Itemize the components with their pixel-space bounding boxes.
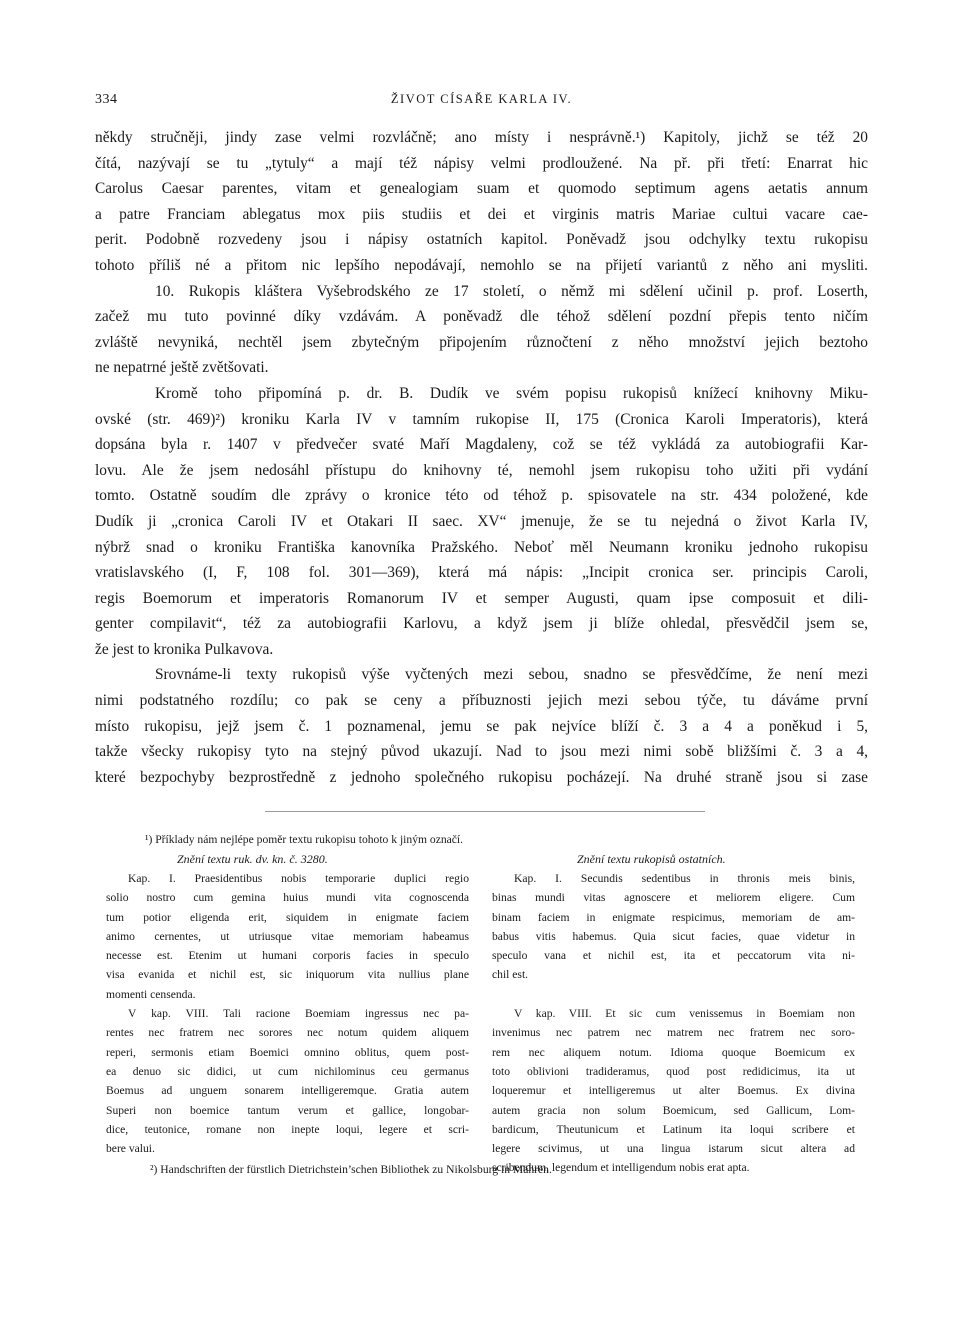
main-text: [95, 125, 868, 790]
footnote-line: toto oblivioni tradideramus, quod post redidicimus, ita ut: [492, 1064, 855, 1078]
footnote-line: autem gracia non solum Boemicum, sed Gallicum, Lom-: [492, 1103, 855, 1117]
text-line: tomto. Ostatně soudím dle zprávy o kronice této od téhož p. spisovatele na str. 434 položené, kde: [95, 487, 868, 505]
text-line: ne nepatrné ještě zvětšovati.: [95, 359, 269, 377]
footnote-1-intro: [95, 830, 868, 849]
text-line: tohoto příliš né a přitom nic lepšího nepodávají, nemohlo se na přijetí variantů z něho ani mysliti.: [95, 256, 868, 274]
footnote-divider: [265, 811, 705, 812]
text-line: které bezpochyby bezprostředně z jednoho společného rukopisu pocházejí. Na druhé straně jsou si zase: [95, 768, 868, 786]
footnote-line: bere valui.: [106, 1142, 155, 1156]
footnote-line: Boemus ad unguem sonarem intelligeremque. Gratia autem: [106, 1084, 469, 1098]
footnote-2: ²) Handschriften der fürstlich Dietrichstein’schen Bibliothek zu Nikolsburg in Mähren.: [150, 1163, 552, 1176]
footnote-line: Kap. I. Praesidentibus nobis temporarie duplici regio: [128, 872, 469, 885]
text-line: nimi podstatného rozdílu; co pak se ceny a příbuznosti jejich mezi sebou týče, tu dáváme první: [95, 692, 868, 710]
footnote-line: chil est.: [492, 968, 529, 982]
footnote-line: ea denuo sic didici, ut cum nichilominus ceu germanus: [106, 1064, 469, 1078]
right-column-heading: Znění textu rukopisů ostatních.: [577, 852, 726, 866]
footnote-left-column: [106, 869, 469, 1158]
page-number: 334: [95, 92, 118, 107]
text-line: začež mu tuto povinné díky vzdávám. A poněvadž dle téhož sdělení pozdní přepis tento ničím: [95, 308, 868, 326]
running-title: ŽIVOT CÍSAŘE KARLA IV.: [390, 92, 573, 106]
footnote-line: invenimus nec patrem nec matrem nec fratrem nec soro-: [492, 1026, 855, 1040]
footnote-line: momenti censenda.: [106, 987, 196, 1001]
text-line: zvláště nevyniká, nechtěl jsem zbytečným připojením různočtení z něho množství jejich beztoho: [95, 333, 868, 351]
text-line: dopsána byla r. 1407 v předvečer svaté Maří Magdaleny, což se též vykládá za autobiografii Kar-: [95, 436, 868, 454]
text-line: lovu. Ale že jsem nedosáhl přístupu do knihovny té, nemohl jsem rukopisu toho užiti při vydání: [95, 461, 868, 479]
text-line: a patre Franciam ablegatus mox piis studiis et dei et virginis matris Mariae cultui vacare cae-: [95, 205, 868, 223]
left-column-heading: Znění textu ruk. dv. kn. č. 3280.: [177, 852, 328, 866]
footnote-line: Superi non boemice tantum verum et gallice, longobar-: [106, 1103, 469, 1117]
text-line: Srovnáme-li texty rukopisů výše vyčtených mezi sebou, snadno se přesvědčíme, že není mezi: [155, 666, 868, 684]
footnote-line: V kap. VIII. Tali racione Boemiam ingressus nec pa-: [128, 1007, 469, 1021]
footnote-line: dice, teutonice, romane non inepte loqui, legere et scri-: [106, 1122, 469, 1136]
page-header: [95, 92, 868, 112]
footnote-line: Kap. I. Secundis sedentibus in thronis meis binis,: [514, 872, 855, 885]
footnote-line: binam faciem in enigmate respicimus, memoriam de am-: [492, 910, 855, 924]
footnote-line: visa evanida et nichil est, sic iniquorum vita nullius plane: [106, 968, 469, 982]
footnote-line: babus vitis habemus. Quia sicut facies, quae videtur in: [492, 929, 855, 943]
footnote-line: bardicum, Theutunicum et Latinum ita loqui scribere et: [492, 1122, 855, 1136]
footnote-line: speculo vana et nichil est, ita et peccatorum vita ni-: [492, 949, 855, 963]
footnote-line: binas mundi vitas agnoscere et meliorem eligere. Cum: [492, 891, 855, 905]
text-line: že jest to kronika Pulkavova.: [95, 640, 274, 658]
footnote-line: scribendum, legendum et intelligendum nobis erat apta.: [492, 1161, 750, 1175]
footnote-line: ¹) Příklady nám nejlépe poměr textu rukopisu tohoto k jiným označí.: [145, 833, 464, 846]
footnote-line: V kap. VIII. Et sic cum venissemus in Boemiam non: [514, 1007, 855, 1021]
text-line: Kromě toho připomíná p. dr. B. Dudík ve svém popisu rukopisů knížecí knihovny Miku-: [155, 384, 868, 402]
text-line: čítá, nazývají se tu „tytuly“ a mají též nápisy velmi prodloužené. Na př. při třetí: Enarrat hic: [95, 154, 868, 172]
footnote-line: tum potior eligenda erit, siquidem in enigmate faciem: [106, 910, 469, 924]
text-line: regis Boemorum et imperatoris Romanorum IV et semper Augusti, quam ipse composuit et dili-: [95, 589, 868, 607]
text-line: vratislavského (I, F, 108 fol. 301—369), která má nápis: „Incipit cronica ser. principis Caroli,: [95, 564, 868, 582]
text-line: perit. Podobně rozvedeny jsou i nápisy ostatních kapitol. Poněvadž jsou odchylky textu rukopisu: [95, 231, 868, 249]
footnote-line: animo cernentes, ut utriusque vitae memoriam habeamus: [106, 929, 469, 943]
footnote-line: necesse est. Etenim ut humani corporis facies in speculo: [106, 949, 469, 963]
text-line: genter compilavit“, též za autobiografii Karlovu, a když jsem ji blíže ohledal, přesvědčil jsem se,: [95, 615, 868, 633]
text-line: Carolus Caesar parentes, vitam et genealogiam suam et quomodo septimum agens aetatis annum: [95, 180, 868, 198]
text-line: místo rukopisu, jejž jsem č. 1 poznamenal, jemu se pak nejvíce blíží č. 3 a 4 a poněkud i 5,: [95, 717, 868, 735]
text-line: takže všecky rukopisy tyto na stejný původ ukazují. Nad to jsou mezi nimi sobě bližšími č. 3 a 4,: [95, 743, 868, 761]
footnote-right-column: [492, 869, 855, 1178]
footnote-line: loqueremur et intelligeremus ut alter Boemus. Ex divina: [492, 1084, 855, 1098]
footnote-line: reperi, sermonis etiam Boemici omnino oblitus, quem post-: [106, 1045, 469, 1059]
footnote-line: rentes nec fratrem nec sorores nec notum quidem aliquem: [106, 1026, 469, 1040]
text-line: nýbrž snad o kroniku Františka kanovníka Pražského. Neboť měl Neumann kroniku jednoho rukopisu: [95, 538, 868, 556]
footnote-line: legere scivimus, ut una lingua istarum sicut altera ad: [492, 1142, 855, 1156]
footnote-line: rem nec aliquem notum. Idioma quoque Boemicum ex: [492, 1045, 855, 1059]
text-line: 10. Rukopis kláštera Vyšebrodského ze 17 století, o němž mi sdělení učinil p. prof. Loserth,: [155, 282, 868, 300]
text-line: ovské (str. 469)²) kroniku Karla IV v tamním rukopise II, 175 (Cronica Karoli Imperatoris), která: [95, 410, 868, 428]
text-line: Dudík ji „cronica Caroli IV et Otakari II saec. XV“ jmenuje, že se tu nejedná o život Karla IV,: [95, 512, 868, 530]
footnote-line: solio nostro cum gemina huius mundi vita cognoscenda: [106, 891, 469, 905]
text-line: někdy stručněji, jindy zase velmi rozvláčně; ano místy i nesprávně.¹) Kapitoly, jichž se též 20: [95, 129, 868, 146]
